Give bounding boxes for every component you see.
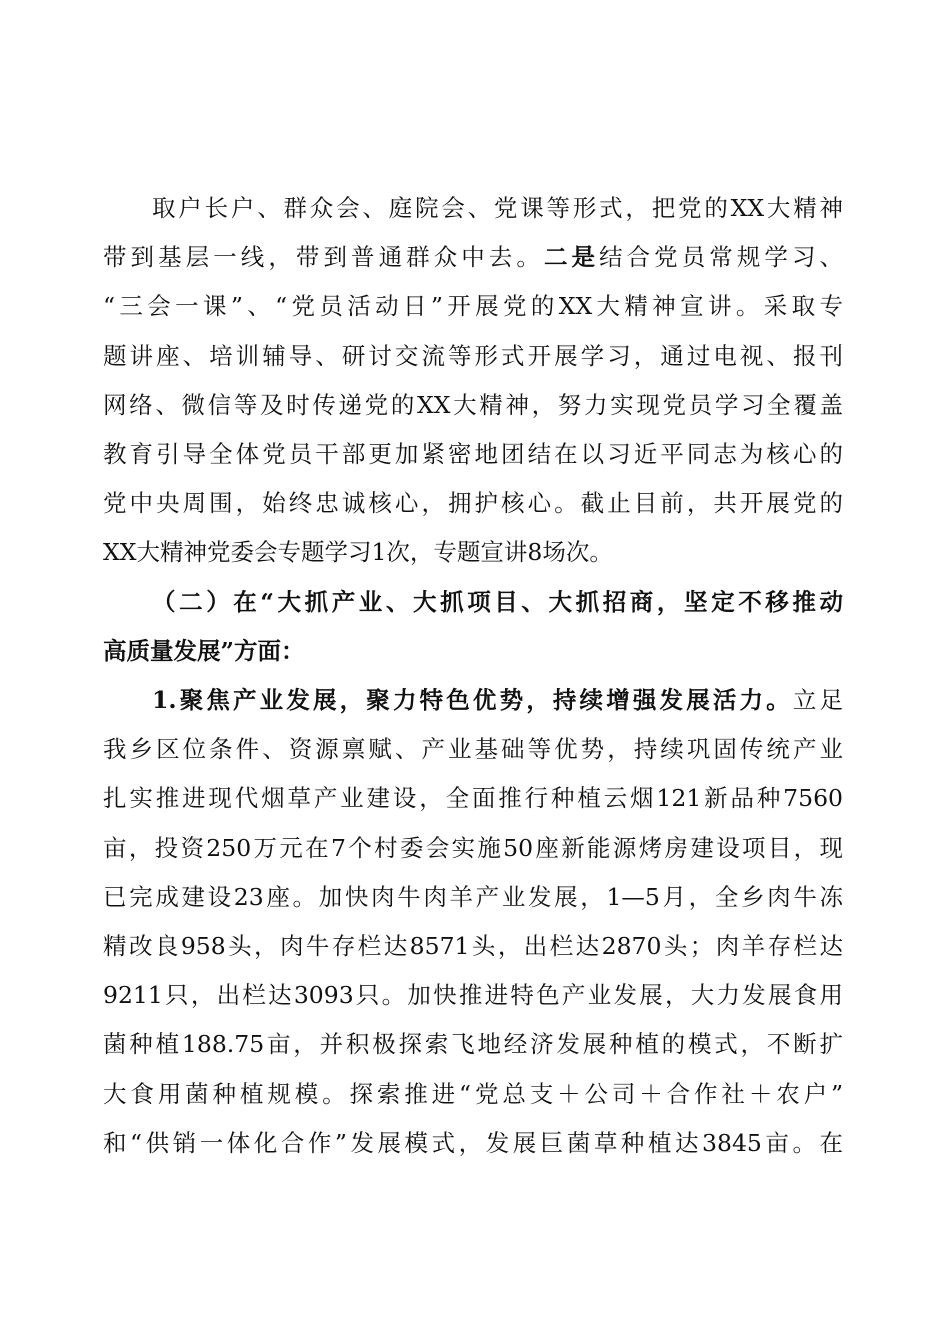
text-segment: 取户长户、群众会、庭院会、党课等形式，把党的XX大精神 [152,194,843,222]
text-segment: XX大精神党委会专题学习1次，专题宣讲8场次。 [103,538,613,567]
text-segment: 结合党员常规学习、 [599,243,844,272]
text-segment: 党中央周围，始终忠诚核心，拥护核心。截止目前，共开展党的 [103,489,843,518]
paragraph-line [103,975,843,1015]
paragraph-line [103,532,843,572]
paragraph-line [103,483,843,523]
paragraph-line [103,434,843,474]
paragraph-line [103,729,843,769]
paragraph-line [103,237,843,277]
text-segment: 教育引导全体党员干部更加紧密地团结在以习近平同志为核心的 [103,440,843,468]
paragraph-line [103,631,843,671]
text-segment: 网络、微信等及时传递党的XX大精神，努力实现党员学习全覆盖 [103,390,843,419]
paragraph-line [152,680,843,720]
paragraph-line [103,1123,843,1163]
paragraph-line [103,336,843,376]
text-segment: 和“供销一体化合作”发展模式，发展巨菌草种植达3845亩。在 [103,1128,843,1157]
paragraph-line [152,582,843,622]
paragraph-line [103,1074,843,1114]
bold-text-segment: 1.聚焦产业发展，聚力特色优势，持续增强发展活力。 [152,686,793,714]
text-segment: 9211只，出栏达3093只。加快推进特色产业发展，大力发展食用 [103,981,843,1010]
text-segment: 已完成建设23座。加快肉牛肉羊产业发展，1—5月，全乡肉牛冻 [103,882,843,911]
bold-text-segment: （二）在“大抓产业、大抓项目、大抓招商，坚定不移推动 [152,587,843,616]
paragraph-line [103,286,843,326]
text-segment: 菌种植188.75亩，并积极探索飞地经济发展种植的模式，不断扩 [103,1030,843,1059]
text-segment: 我乡区位条件、资源禀赋、产业基础等优势，持续巩固传统产业 [103,735,843,764]
text-segment: “三会一课”、“党员活动日”开展党的XX大精神宣讲。采取专 [103,292,843,321]
paragraph-line [103,828,843,868]
paragraph-line [103,778,843,818]
text-segment: 大食用菌种植规模。探索推进“党总支＋公司＋合作社＋农户” [103,1079,843,1108]
paragraph-line [152,188,843,228]
paragraph-line [103,877,843,917]
text-segment: 题讲座、培训辅导、研讨交流等形式开展学习，通过电视、报刊 [103,341,843,370]
text-segment: 立足 [792,686,843,714]
bold-text-segment: 高质量发展”方面： [103,636,305,665]
text-segment: 亩，投资250万元在7个村委会实施50座新能源烤房建设项目，现 [103,833,843,862]
paragraph-line [103,385,843,425]
text-segment: 扎实推进现代烟草产业建设，全面推行种植云烟121新品种7560 [103,784,843,813]
paragraph-line [103,926,843,966]
paragraph-line [103,1024,843,1064]
text-segment: 精改良958头，肉牛存栏达8571头，出栏达2870头；肉羊存栏达 [103,932,843,960]
text-segment: 带到基层一线，带到普通群众中去。 [103,243,544,272]
bold-text-segment: 二是 [543,243,600,272]
